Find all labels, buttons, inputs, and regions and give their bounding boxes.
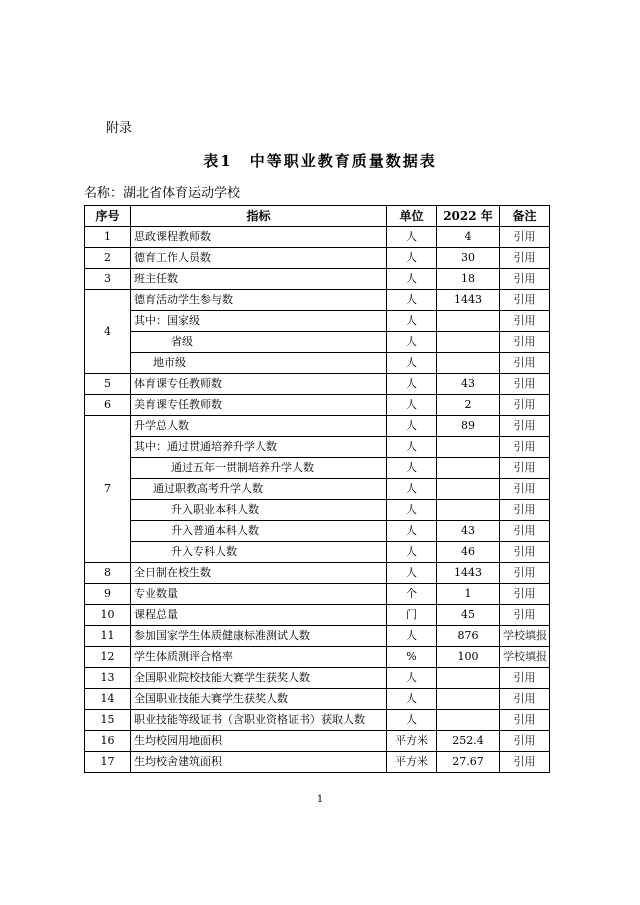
header-indicator: 指标 — [131, 206, 387, 227]
quality-data-table — [84, 205, 550, 773]
row-note: 引用 — [500, 395, 550, 416]
row-value: 1 — [437, 584, 500, 605]
row-seq: 16 — [85, 731, 131, 752]
row-unit: 人 — [387, 290, 437, 311]
school-name: 名称：湖北省体育运动学校 — [84, 186, 241, 201]
row-note: 引用 — [500, 374, 550, 395]
row-value: 100 — [437, 647, 500, 668]
row-unit: 个 — [387, 584, 437, 605]
table-row — [85, 710, 550, 731]
row-note: 引用 — [500, 752, 550, 773]
row-indicator: 参加国家学生体质健康标准测试人数 — [131, 626, 387, 647]
row-seq: 13 — [85, 668, 131, 689]
row-unit: 人 — [387, 395, 437, 416]
row-indicator: 全国职业技能大赛学生获奖人数 — [131, 689, 387, 710]
header-note: 备注 — [500, 206, 550, 227]
row-value: 1443 — [437, 290, 500, 311]
row-unit: 人 — [387, 563, 437, 584]
row-unit: 人 — [387, 248, 437, 269]
table-row — [85, 584, 550, 605]
row-value — [437, 689, 500, 710]
row-unit: 平方米 — [387, 731, 437, 752]
row-seq: 2 — [85, 248, 131, 269]
table-row — [85, 647, 550, 668]
row-value — [437, 353, 500, 374]
row-indicator: 德育工作人员数 — [131, 248, 387, 269]
table-row — [85, 290, 550, 311]
row-note: 引用 — [500, 710, 550, 731]
row-value: 1443 — [437, 563, 500, 584]
table-row — [85, 458, 550, 479]
row-seq: 1 — [85, 227, 131, 248]
table-row — [85, 227, 550, 248]
row-note: 引用 — [500, 269, 550, 290]
row-seq: 4 — [85, 290, 131, 374]
table-row — [85, 563, 550, 584]
row-unit: 人 — [387, 710, 437, 731]
row-indicator: 升学总人数 — [131, 416, 387, 437]
row-note: 学校填报 — [500, 626, 550, 647]
table-row — [85, 353, 550, 374]
row-indicator: 美育课专任教师数 — [131, 395, 387, 416]
row-value — [437, 668, 500, 689]
table-row — [85, 437, 550, 458]
row-note: 引用 — [500, 458, 550, 479]
row-note: 引用 — [500, 689, 550, 710]
row-value: 30 — [437, 248, 500, 269]
row-unit: 人 — [387, 479, 437, 500]
row-value: 46 — [437, 542, 500, 563]
row-seq: 7 — [85, 416, 131, 563]
row-unit: 人 — [387, 689, 437, 710]
row-unit: 人 — [387, 227, 437, 248]
row-unit: 人 — [387, 416, 437, 437]
row-note: 引用 — [500, 521, 550, 542]
row-value: 252.4 — [437, 731, 500, 752]
row-unit: 平方米 — [387, 752, 437, 773]
table-row — [85, 626, 550, 647]
row-unit: 人 — [387, 269, 437, 290]
row-seq: 5 — [85, 374, 131, 395]
row-value: 45 — [437, 605, 500, 626]
row-seq: 10 — [85, 605, 131, 626]
row-unit: 人 — [387, 626, 437, 647]
row-indicator: 其中：国家级 — [131, 311, 387, 332]
table-row — [85, 521, 550, 542]
row-note: 引用 — [500, 479, 550, 500]
row-indicator: 其中：通过贯通培养升学人数 — [131, 437, 387, 458]
row-indicator: 职业技能等级证书（含职业资格证书）获取人数 — [131, 710, 387, 731]
table-row — [85, 416, 550, 437]
row-note: 引用 — [500, 542, 550, 563]
page-number: 1 — [316, 794, 324, 805]
row-note: 引用 — [500, 500, 550, 521]
row-value: 89 — [437, 416, 500, 437]
row-unit: 人 — [387, 374, 437, 395]
row-note: 引用 — [500, 353, 550, 374]
table-title: 表1 中等职业教育质量数据表 — [203, 152, 437, 170]
header-unit: 单位 — [387, 206, 437, 227]
row-indicator: 全日制在校生数 — [131, 563, 387, 584]
row-unit: 人 — [387, 542, 437, 563]
row-unit: 门 — [387, 605, 437, 626]
row-note: 引用 — [500, 437, 550, 458]
row-value — [437, 311, 500, 332]
row-unit: 人 — [387, 353, 437, 374]
row-unit: 人 — [387, 668, 437, 689]
row-unit: % — [387, 647, 437, 668]
row-seq: 11 — [85, 626, 131, 647]
row-note: 引用 — [500, 416, 550, 437]
row-note: 引用 — [500, 332, 550, 353]
row-note: 引用 — [500, 311, 550, 332]
row-indicator: 升入普通本科人数 — [131, 521, 387, 542]
row-value: 18 — [437, 269, 500, 290]
row-indicator: 班主任数 — [131, 269, 387, 290]
table-row — [85, 479, 550, 500]
row-indicator: 省级 — [131, 332, 387, 353]
table-row — [85, 311, 550, 332]
row-indicator: 地市级 — [131, 353, 387, 374]
row-seq: 17 — [85, 752, 131, 773]
row-value: 876 — [437, 626, 500, 647]
table-row — [85, 689, 550, 710]
row-note: 引用 — [500, 584, 550, 605]
row-indicator: 学生体质测评合格率 — [131, 647, 387, 668]
row-indicator: 课程总量 — [131, 605, 387, 626]
row-seq: 3 — [85, 269, 131, 290]
row-note: 学校填报 — [500, 647, 550, 668]
row-note: 引用 — [500, 227, 550, 248]
header-year: 2022 年 — [437, 206, 500, 227]
row-indicator: 德育活动学生参与数 — [131, 290, 387, 311]
row-note: 引用 — [500, 248, 550, 269]
row-indicator: 思政课程教师数 — [131, 227, 387, 248]
row-indicator: 通过五年一贯制培养升学人数 — [131, 458, 387, 479]
row-value — [437, 500, 500, 521]
appendix-label: 附录 — [106, 121, 133, 136]
row-value: 27.67 — [437, 752, 500, 773]
row-note: 引用 — [500, 731, 550, 752]
row-value — [437, 458, 500, 479]
row-indicator: 生均校舍建筑面积 — [131, 752, 387, 773]
row-unit: 人 — [387, 311, 437, 332]
row-note: 引用 — [500, 290, 550, 311]
row-indicator: 专业数量 — [131, 584, 387, 605]
row-seq: 6 — [85, 395, 131, 416]
row-value: 4 — [437, 227, 500, 248]
table-row — [85, 542, 550, 563]
row-value: 43 — [437, 374, 500, 395]
row-note: 引用 — [500, 605, 550, 626]
row-seq: 8 — [85, 563, 131, 584]
row-indicator: 升入专科人数 — [131, 542, 387, 563]
table-row — [85, 500, 550, 521]
table-row — [85, 269, 550, 290]
row-unit: 人 — [387, 521, 437, 542]
row-indicator: 升入职业本科人数 — [131, 500, 387, 521]
row-note: 引用 — [500, 668, 550, 689]
table-row — [85, 374, 550, 395]
row-unit: 人 — [387, 458, 437, 479]
row-seq: 14 — [85, 689, 131, 710]
row-value: 43 — [437, 521, 500, 542]
row-value: 2 — [437, 395, 500, 416]
table-header-row — [85, 206, 550, 227]
row-unit: 人 — [387, 437, 437, 458]
table-row — [85, 668, 550, 689]
table-row — [85, 332, 550, 353]
header-seq: 序号 — [85, 206, 131, 227]
table-row — [85, 731, 550, 752]
table-row — [85, 752, 550, 773]
row-value — [437, 332, 500, 353]
row-value — [437, 479, 500, 500]
row-value — [437, 437, 500, 458]
row-value — [437, 710, 500, 731]
row-note: 引用 — [500, 563, 550, 584]
row-seq: 9 — [85, 584, 131, 605]
table-row — [85, 395, 550, 416]
table-row — [85, 248, 550, 269]
row-seq: 15 — [85, 710, 131, 731]
row-seq: 12 — [85, 647, 131, 668]
table-row — [85, 605, 550, 626]
row-unit: 人 — [387, 332, 437, 353]
row-indicator: 全国职业院校技能大赛学生获奖人数 — [131, 668, 387, 689]
row-unit: 人 — [387, 500, 437, 521]
row-indicator: 通过职教高考升学人数 — [131, 479, 387, 500]
row-indicator: 体育课专任教师数 — [131, 374, 387, 395]
row-indicator: 生均校园用地面积 — [131, 731, 387, 752]
